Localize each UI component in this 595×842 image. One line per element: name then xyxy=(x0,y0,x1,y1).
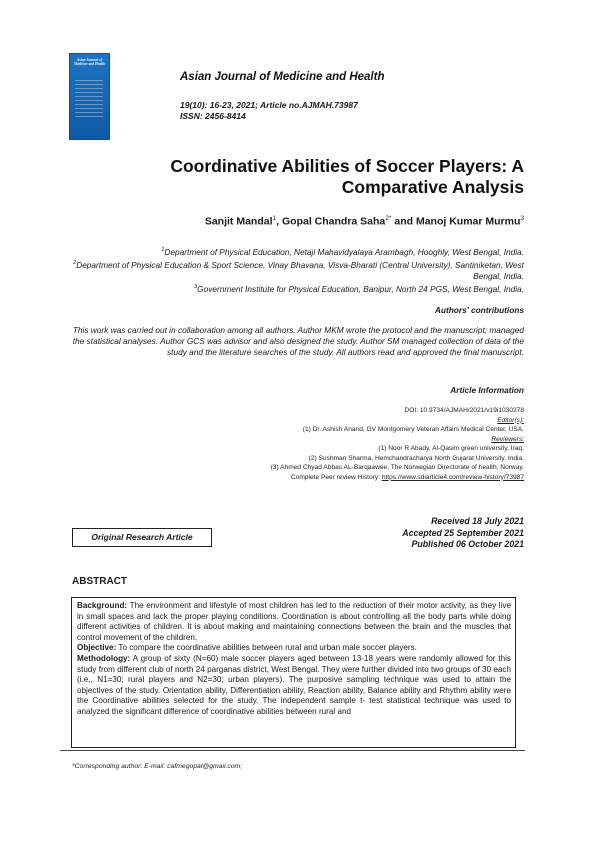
doi: DOI: 10.9734/AJMAH/2021/v19i1030378 xyxy=(404,407,524,414)
affiliation: $^3$Government Institute for Physical Education, Banipur, North 24 PGS, West Bengal, India. xyxy=(194,283,524,294)
article-dates xyxy=(402,516,524,551)
affiliations xyxy=(54,245,524,295)
journal-cover-image xyxy=(69,53,110,140)
author-name: Manoj Kumar Murmu xyxy=(415,215,521,228)
reviewer-entry: (2) Sushman Sharma, Hemchandracharya North Gujarat University, India. xyxy=(308,454,524,462)
accepted-date: Accepted 25 September 2021 xyxy=(402,527,524,538)
reviewer-label: Reviewers: xyxy=(491,435,524,443)
paper-title: Coordinative Abilities of Soccer Players: A Comparative Analysis xyxy=(170,156,524,197)
affiliation: $^1$Department of Physical Education, Netaji Mahavidyalaya Arambagh, Hooghly, West Bengal, India. xyxy=(161,246,524,257)
received-date: Received 18 July 2021 xyxy=(431,516,524,526)
footnote-divider xyxy=(60,750,525,751)
abstract-methodology: Methodology: A group of sixty (N=60) male soccer players aged between 13-18 years were randomly allowed for this study from different club of north 24 parganas district, West Bengal. They were further divided into two groups of 30 each (i.e., N1=30; rural players and N2=30; urban players). The purposive sampling technique was used to attain the objectives of the study. Orientation ability, Differentiation ability, Reaction ability, Balance ability and Rhythm ability were the Coordinative abilities selected for the study. The independent sample t- test statistical technique was used to analyzed the significant difference of coordinative abilities between rural and xyxy=(77,653,511,716)
journal-issn: ISSN: 2456-8414 xyxy=(180,111,246,121)
editor-entry: (1) Dr. Ashish Anand, GV Montgomery Veteran Affairs Medical Center, USA. xyxy=(302,426,524,433)
abstract-box xyxy=(71,597,516,748)
contributions-text: This work was carried out in collaboration among all authors. Author MKM wrote the protocol and the manuscript; managed the statistical analyses. Author GCS was advisor and also designed the study. Author SM managed collection of data of the study and the literature searches of the study. All authors read and approved the final manuscript. xyxy=(72,325,524,358)
abstract-objective: Objective: To compare the coordinative abilities between rural and urban male soccer players. xyxy=(77,643,417,653)
editor-label: Editor(s): xyxy=(497,416,524,424)
peer-review-history: Complete Peer review History: https://www.sdiarticle4.com/review-history/73987 xyxy=(290,473,524,481)
cover-decoration xyxy=(75,80,103,120)
cover-title: Asian Journal of Medicine and Health xyxy=(73,58,106,67)
article-type-badge: Original Research Article xyxy=(72,528,212,547)
journal-name: Asian Journal of Medicine and Health xyxy=(180,71,385,83)
author-name: Gopal Chandra Saha xyxy=(282,215,386,228)
reviewer-entry: (1) Noor R Abady, Al-Qasim green university, Iraq. xyxy=(378,445,524,452)
author-affil-mark: 1 xyxy=(272,215,277,222)
affiliation: $^2$Department of Physical Education & Sport Science, Vinay Bhavana, Visva-Bharati (Central University), Santiniketan, West Bengal, India. xyxy=(73,259,524,281)
author-affil-mark: 2* xyxy=(385,215,392,222)
published-date: Published 06 October 2021 xyxy=(411,539,524,549)
author-affil-mark: 3 xyxy=(520,215,524,222)
reviewer-entry: (3) Ahmed Chyad Abbas AL-Barqaawee, The Norwegian Directorate of health, Norway. xyxy=(270,464,524,471)
author-list: Sanjit Mandal$^1$, Gopal Chandra Saha$^{2*}$ and Manoj Kumar Murmu$^3$ xyxy=(204,215,524,228)
author-name: Sanjit Mandal xyxy=(204,215,273,228)
contributions-heading: Authors' contributions xyxy=(434,305,524,315)
article-info xyxy=(64,406,524,482)
abstract-heading: ABSTRACT xyxy=(72,576,127,587)
journal-issue: 19(10): 16-23, 2021; Article no.AJMAH.73987 xyxy=(180,100,358,110)
abstract-background: Background: The environment and lifestyle of most children has led to the reduction of their motor activity, as they live in small spaces and lack the proper playing conditions. Coordination is about controlling all the body parts while doing different activities of children. It is about making and maintaining connections between the brain and the muscles that control movement of the children. xyxy=(77,601,511,642)
corresponding-author-footnote: *Corresponding author: E-mail: cafmegopal@gmail.com; xyxy=(72,763,243,770)
peer-review-link[interactable]: https://www.sdiarticle4.com/review-history/73987 xyxy=(381,473,524,481)
article-info-heading: Article Information xyxy=(450,385,524,395)
